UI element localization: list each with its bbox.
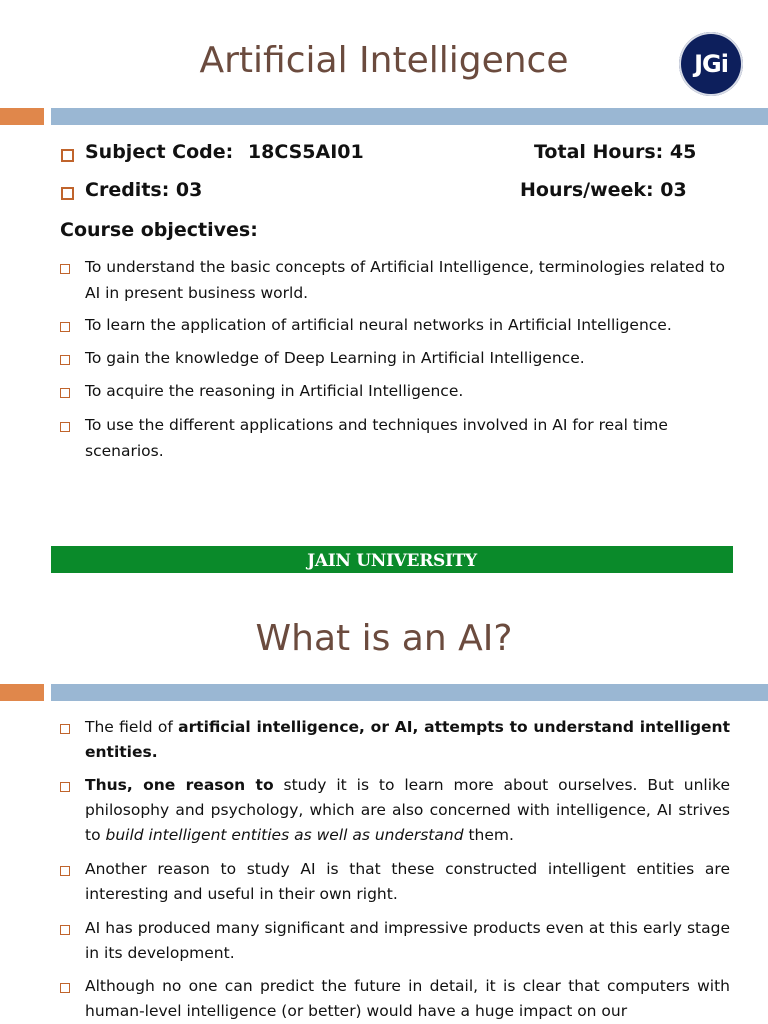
- objective-item: To understand the basic concepts of Artificial Intelligence, terminologies related to AI in present business world.: [85, 258, 726, 302]
- bullet-square-icon: [60, 866, 70, 876]
- bold-text: Thus, one reason to: [85, 776, 274, 794]
- header-band-orange: [0, 108, 44, 125]
- bullet-square-icon: [60, 355, 70, 365]
- header-band-orange: [0, 684, 44, 701]
- slide-1-title: Artificial Intelligence: [199, 40, 569, 81]
- logo-text: JGi: [694, 50, 728, 78]
- bullet-square-icon: [60, 264, 70, 274]
- header-band-blue: [51, 108, 768, 125]
- university-banner: [51, 546, 733, 573]
- bullet-square-icon: [61, 187, 74, 200]
- paragraph-5: Although no one can predict the future in detail, it is clear that computers with human-level intelligence (or better) would have a huge impact on our: [85, 977, 730, 1020]
- bullet-square-icon: [60, 925, 70, 935]
- paragraph-1: [85, 715, 730, 765]
- objectives-heading: Course objectives:: [60, 219, 258, 241]
- bullet-square-icon: [60, 782, 70, 792]
- text: The field of: [85, 718, 179, 736]
- objective-item: To learn the application of artificial neural networks in Artificial Intelligence.: [85, 316, 672, 334]
- jgi-logo: [679, 32, 743, 96]
- hours-per-week: Hours/week: 03: [520, 179, 687, 201]
- subject-code-label: Subject Code:: [85, 141, 234, 163]
- paragraph-2: [85, 773, 730, 848]
- bullet-square-icon: [61, 149, 74, 162]
- total-hours: Total Hours: 45: [534, 141, 697, 163]
- bullet-square-icon: [60, 388, 70, 398]
- subject-code: [85, 141, 364, 163]
- objective-item: To gain the knowledge of Deep Learning in Artificial Intelligence.: [85, 349, 585, 367]
- subject-code-value: 18CS5AI01: [247, 141, 364, 163]
- objective-item: To acquire the reasoning in Artificial Intelligence.: [85, 382, 464, 400]
- header-band-blue: [51, 684, 768, 701]
- paragraph-3: Another reason to study AI is that these constructed intelligent entities are interesting and useful in their own right.: [85, 860, 730, 903]
- credits: Credits: 03: [85, 179, 203, 201]
- bullet-square-icon: [60, 983, 70, 993]
- text: them.: [463, 826, 514, 844]
- bullet-square-icon: [60, 422, 70, 432]
- bullet-square-icon: [60, 724, 70, 734]
- italic-text: build intelligent entities as well as understand: [105, 826, 464, 844]
- text: study it is to learn more about ourselves. But unlike philosophy and psychology, which are also concerned with intelligence, AI strives to: [85, 776, 730, 844]
- bullet-square-icon: [60, 322, 70, 332]
- slide-2: [0, 600, 768, 1024]
- slide-2-title: What is an AI?: [255, 618, 513, 659]
- objective-item: To use the different applications and techniques involved in AI for real time scenarios.: [85, 416, 668, 460]
- bold-text: artificial intelligence, or AI, attempts to understand intelligent entities.: [85, 718, 730, 761]
- paragraph-4: AI has produced many significant and impressive products even at this early stage in its development.: [85, 919, 730, 962]
- banner-text: JAIN UNIVERSITY: [307, 551, 477, 571]
